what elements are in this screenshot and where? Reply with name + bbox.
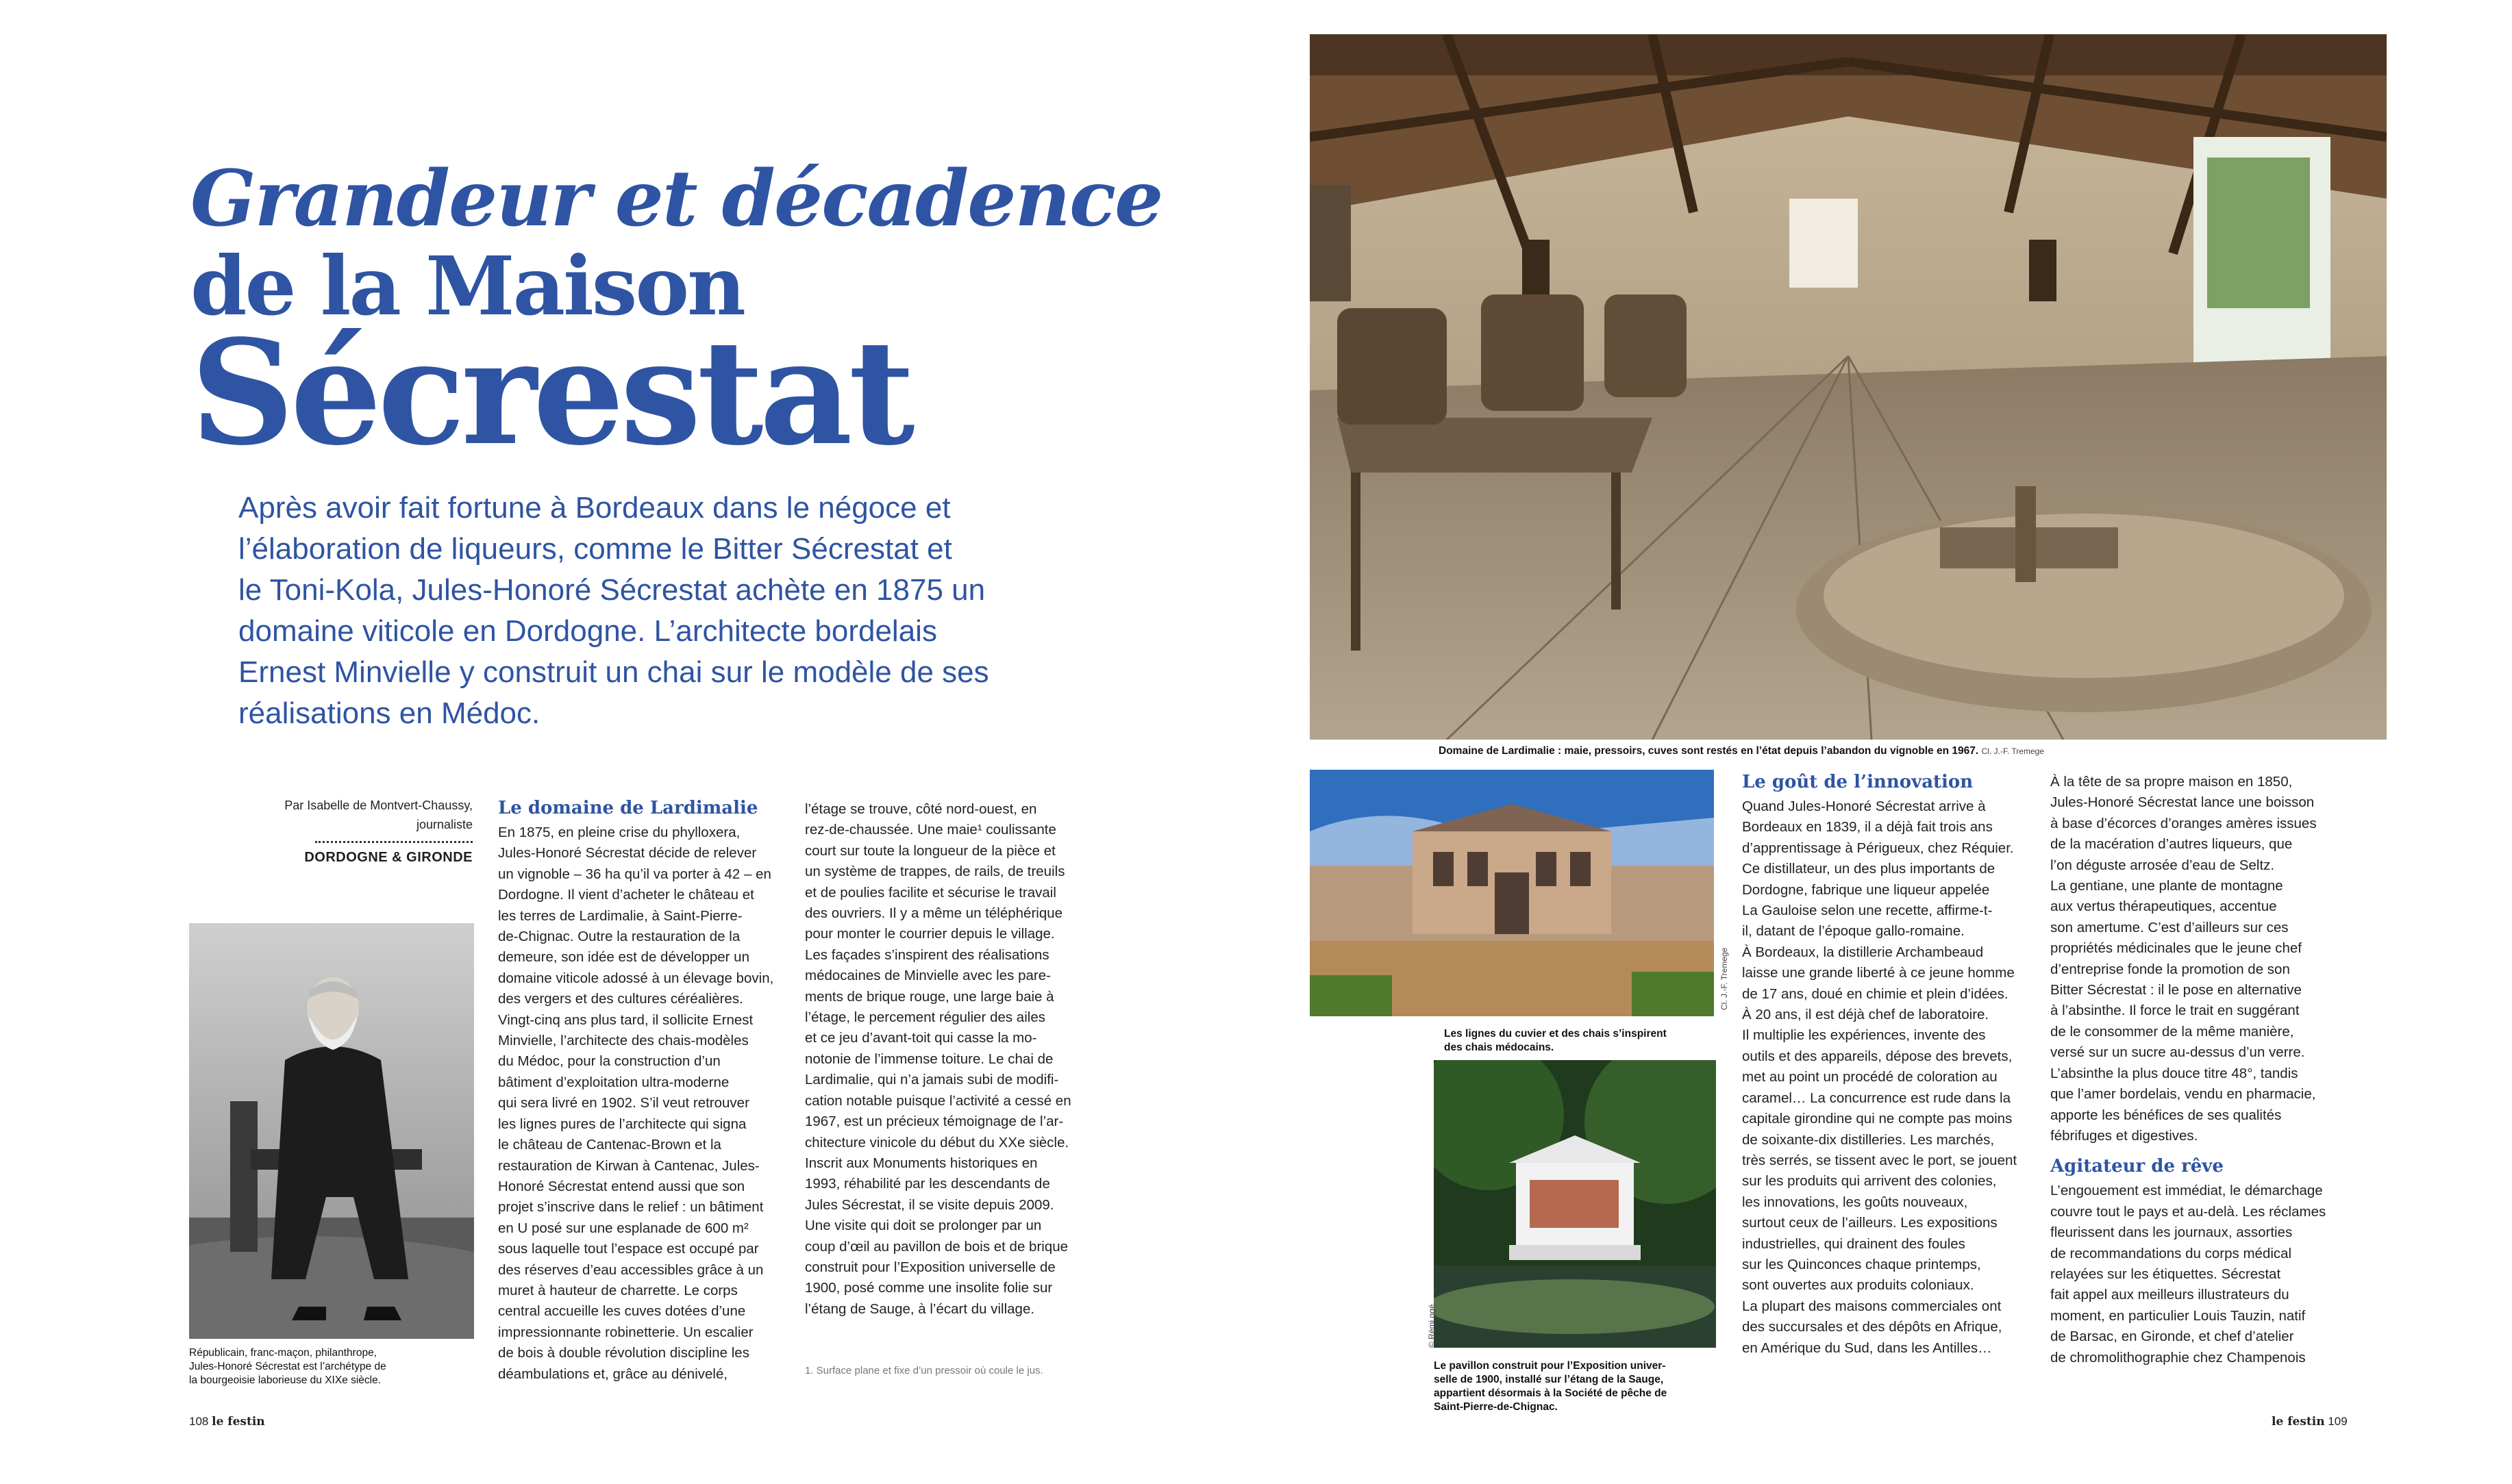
text-line: de bois à double révolution discipline les [498,1345,749,1361]
text-line: médocaines de Minvielle avec les pare- [805,968,1051,984]
text-line: des ouvriers. Il y a même un téléphérique [805,905,1063,922]
text-line: À la tête de sa propre maison en 1850, [2050,774,2293,790]
text-line: court sur toute la longueur de la pièce et [805,842,1056,859]
body-text [2050,772,2338,1146]
text-line: La gentiane, une plante de montagne [2050,878,2283,894]
lede-line: réalisations en Médoc. [238,696,540,730]
caption-line: des chais médocains. [1444,1042,1554,1053]
text-line: chitecture vinicole du début du XXe siècle. [805,1134,1069,1150]
article-title [190,154,1162,477]
text-line: Jules-Honoré Sécrestat décide de relever [498,845,757,862]
article-column-4 [2050,772,2338,1368]
text-line: À Bordeaux, la distillerie Archambeaud [1742,944,1984,960]
lede-line: Après avoir fait fortune à Bordeaux dans le négoce et [238,491,951,525]
article-column-2 [805,799,1093,1320]
lede-line: le Toni-Kola, Jules-Honoré Sécrestat achète en 1875 un [238,573,986,607]
caption-line: Jules-Honoré Sécrestat est l’archétype de [189,1361,386,1372]
text-line: à base d’écorces d’oranges amères issues [2050,815,2317,831]
text-line: d’apprentissage à Périgueux, chez Réquier. [1742,840,2014,856]
text-line: Dordogne, fabrique une liqueur appelée [1742,881,1990,898]
text-line: apporte les bénéfices de ses qualités [2050,1107,2282,1123]
byline-author: Par Isabelle de Montvert-Chaussy, [284,798,473,812]
text-line: En 1875, en pleine crise du phylloxera, [498,825,741,840]
text-line: sur les Quinconces chaque printemps, [1742,1256,1981,1272]
text-line: Bordeaux en 1839, il a déjà fait trois ans [1742,819,1993,835]
text-line: construit pour l’Exposition universelle de [805,1259,1056,1275]
text-line: bâtiment d’exploitation ultra-moderne [498,1074,730,1090]
text-line: L’engouement est immédiat, le démarchage [2050,1183,2323,1199]
text-line: du Médoc, pour la construction d’un [498,1053,721,1070]
text-line: central accueille les cuves dotées d’une [498,1303,746,1320]
text-line: d’entreprise fonde la promotion de son [2050,961,2290,977]
magazine-name: le festin [2272,1415,2325,1429]
text-line: des réserves d’eau accessibles grâce à un [498,1261,764,1278]
text-line: le château de Cantenac-Brown et la [498,1137,721,1153]
text-line: aux vertus thérapeutiques, accentue [2050,898,2277,915]
text-line: coup d’œil au pavillon de bois et de brique [805,1238,1069,1255]
text-line: Honoré Sécrestat entend aussi que son [498,1178,745,1194]
text-line: Ce distillateur, un des plus importants de [1742,861,1995,877]
portrait-photo [189,923,474,1339]
text-line: sont ouvertes aux produits coloniaux. [1742,1277,1974,1294]
text-line: il, datant de l’époque gallo-romaine. [1742,923,1965,940]
title-line-2: de la Maison [190,238,744,334]
article-column-1 [498,796,801,1385]
text-line: Une visite qui doit se prolonger par un [805,1218,1042,1234]
caption-line: la bourgeoisie laborieuse du XIXe siècle. [189,1374,382,1386]
page-folio-right [2272,1415,2348,1429]
text-line: Il multiplie les expériences, invente des [1742,1027,1986,1044]
text-line: en Amérique du Sud, dans les Antilles… [1742,1340,1992,1356]
text-line: des vergers et des cultures céréalières. [498,991,743,1007]
text-line: sous laquelle tout l’espace est occupé par [498,1241,759,1257]
text-line: 1900, posé comme une insolite folie sur [805,1280,1053,1296]
text-line: de soixante-dix distilleries. Les marchés, [1742,1131,1995,1148]
body-text [1742,796,2028,1359]
lede-line: domaine viticole en Dordogne. L’architecte bordelais [238,614,937,648]
text-line: de la macération d’autres liqueurs, que [2050,836,2293,853]
text-line: des succursales et des dépôts en Afrique, [1742,1319,2002,1335]
text-line: rez-de-chaussée. Une maie¹ coulissante [805,822,1056,838]
photo-credit: Cl. J.-F. Tremege [1719,947,1729,1010]
text-line: L’absinthe la plus douce titre 48°, tandis [2050,1065,2298,1081]
text-line: de chromolithographie chez Champenois [2050,1349,2306,1366]
region-label: DORDOGNE & GIRONDE [304,850,473,865]
text-line: met au point un procédé de coloration au [1742,1069,1998,1085]
text-line: et ce jeu d’avant-toit qui casse la mo- [805,1030,1037,1046]
text-line: Lardimalie, qui n’a jamais subi de modifi- [805,1072,1059,1088]
text-line: À 20 ans, il est déjà chef de laboratoire. [1742,1007,1989,1023]
text-line: de Barsac, en Gironde, et chef d’atelier [2050,1329,2294,1345]
text-line: Quand Jules-Honoré Sécrestat arrive à [1742,798,1986,814]
caption-line: selle de 1900, installé sur l’étang de la Sauge, [1434,1374,1664,1385]
text-line: caramel… La concurrence est rude dans la [1742,1090,2011,1106]
byline-role: journaliste [416,818,473,831]
caption-line: Républicain, franc-maçon, philanthrope, [189,1347,377,1359]
building-caption [1444,1027,1732,1055]
text-line: laisse une grande liberté à ce jeune homme [1742,965,2015,981]
text-line: Jules-Honoré Sécrestat lance une boisson [2050,794,2315,811]
caption-line: Saint-Pierre-de-Chignac. [1434,1401,1558,1413]
section-heading: Agitateur de rêve [2050,1156,2224,1177]
text-line: projet s’inscrive dans le relief : un bâtiment [498,1199,764,1216]
text-line: un système de trappes, de rails, de treuils [805,864,1065,880]
title-line-1: Grandeur et décadence [190,154,1162,244]
photo-credit: Cl. J.-F. Tremege [1981,746,2044,756]
main-photo-caption [1439,744,2398,758]
text-line: très serrés, se tissent avec le port, se jouent [1742,1152,2017,1168]
text-line: couvre tout le pays et au-delà. Les réclames [2050,1203,2326,1220]
byline [212,796,473,866]
text-line: déambulations et, grâce au dénivelé, [498,1366,728,1382]
text-line: l’étage se trouve, côté nord-ouest, en [805,801,1037,817]
text-line: muret à hauteur de charrette. Le corps [498,1282,738,1298]
text-line: pour monter le courrier depuis le village. [805,926,1055,942]
text-line: capitale girondine qui ne compte pas moins [1742,1111,2013,1127]
pavilion-photo [1434,1060,1716,1348]
text-line: demeure, son idée est de développer un [498,949,749,966]
text-line: de recommandations du corps médical [2050,1245,2292,1261]
text-line: moment, en particulier Louis Tauzin, natif [2050,1307,2306,1324]
text-line: Jules Sécrestat, il se visite depuis 2009. [805,1196,1054,1213]
divider [315,841,473,843]
text-line: que l’amer bordelais, vendu en pharmacie, [2050,1086,2316,1103]
text-line: Bitter Sécrestat : il le pose en alternative [2050,982,2302,998]
text-line: fleurissent dans les journaux, assorties [2050,1224,2293,1241]
magazine-name: le festin [212,1415,265,1429]
text-line: domaine viticole adossé à un élevage bovin, [498,970,774,986]
section-heading: Le domaine de Lardimalie [498,798,758,818]
text-line: La plupart des maisons commerciales ont [1742,1298,2002,1314]
portrait-caption [189,1346,484,1387]
text-line: La Gauloise selon une recette, affirme-t- [1742,903,1993,919]
text-line: l’on déguste arrosée d’eau de Seltz. [2050,857,2275,873]
body-text [498,822,801,1385]
text-line: l’étang de Sauge, à l’écart du village. [805,1300,1035,1317]
lede-line: Ernest Minvielle y construit un chai sur le modèle de ses [238,655,989,689]
text-line: les terres de Lardimalie, à Saint-Pierre- [498,907,743,924]
text-line: Les façades s’inspirent des réalisations [805,946,1049,963]
title-line-3: Sécrestat [190,308,911,477]
text-line: un vignoble – 36 ha qu’il va porter à 42 – en [498,866,771,882]
text-line: 1993, réhabilité par les descendants de [805,1176,1050,1192]
lede-line: l’élaboration de liqueurs, comme le Bitter Sécrestat et [238,532,952,566]
text-line: notonie de l’immense toiture. Le chai de [805,1051,1054,1067]
text-line: de 17 ans, doué en chimie et plein d’idées. [1742,985,2009,1002]
text-line: propriétés médicinales que le jeune chef [2050,940,2302,957]
pavilion-caption [1434,1359,1721,1414]
text-line: de le consommer de la même manière, [2050,1023,2294,1040]
photo-credit: © Rémi ggé [1427,1304,1437,1348]
text-line: outils et des appareils, dépose des brevets, [1742,1048,2013,1064]
caption-line: Le pavillon construit pour l’Exposition univer- [1434,1360,1666,1372]
text-line: surtout ceux de l’ailleurs. Les expositions [1742,1215,1998,1231]
article-column-3 [1742,770,2028,1359]
text-line: impressionnante robinetterie. Un escalier [498,1324,754,1340]
caption-text: Domaine de Lardimalie : maie, pressoirs, cuves sont restés en l’état depuis l’abandon du vignoble en 1967. [1439,745,1979,757]
caption-line: appartient désormais à la Société de pêche de [1434,1387,1667,1399]
text-line: sur les produits qui arrivent des colonies, [1742,1173,1997,1190]
text-line: 1967, est un précieux témoignage de l’ar- [805,1114,1064,1130]
text-line: ments de brique rouge, une large baie à [805,988,1054,1005]
text-line: Vingt-cinq ans plus tard, il sollicite Ernest [498,1011,754,1028]
lede-paragraph [238,488,1081,734]
text-line: qui sera livré en 1902. S’il veut retrouver [498,1095,749,1111]
text-line: Minvielle, l’architecte des chais-modèles [498,1033,749,1049]
text-line: fait appel aux meilleurs illustrateurs du [2050,1287,2289,1303]
text-line: restauration de Kirwan à Cantenac, Jules- [498,1157,760,1174]
text-line: et de poulies facilite et sécurise le travail [805,884,1056,901]
text-line: fébrifuges et digestives. [2050,1127,2198,1144]
text-line: de-Chignac. Outre la restauration de la [498,929,741,945]
body-text [2050,1181,2338,1368]
body-text [805,799,1093,1320]
main-interior-photo [1310,34,2387,740]
text-line: les lignes pures de l’architecte qui signa [498,1116,747,1132]
section-heading: Le goût de l’innovation [1742,772,1974,792]
page-number: 108 [189,1415,209,1428]
text-line: cation notable puisque l’activité a cessé en [805,1092,1071,1109]
page-folio-left [189,1415,265,1429]
text-line: l’étage, le percement régulier des ailes [805,1009,1045,1026]
footnote: 1. Surface plane et fixe d’un pressoir où coule le jus. [805,1365,1043,1376]
text-line: relayées sur les étiquettes. Sécrestat [2050,1266,2281,1282]
page-number: 109 [2328,1415,2348,1428]
text-line: en U posé sur une esplanade de 600 m² [498,1220,749,1236]
text-line: à l’absinthe. Il force le trait en suggérant [2050,1003,2300,1019]
text-line: son amertume. C’est d’ailleurs sur ces [2050,919,2289,935]
text-line: industrielles, qui drainent des foules [1742,1235,1965,1252]
text-line: les innovations, les goûts nouveaux, [1742,1194,1968,1210]
text-line: Inscrit aux Monuments historiques en [805,1155,1038,1171]
building-photo [1310,770,1714,1016]
caption-line: Les lignes du cuvier et des chais s’inspirent [1444,1028,1667,1040]
text-line: versé sur un sucre au-dessus d’un verre. [2050,1044,2305,1061]
text-line: Dordogne. Il vient d’acheter le château et [498,887,754,903]
